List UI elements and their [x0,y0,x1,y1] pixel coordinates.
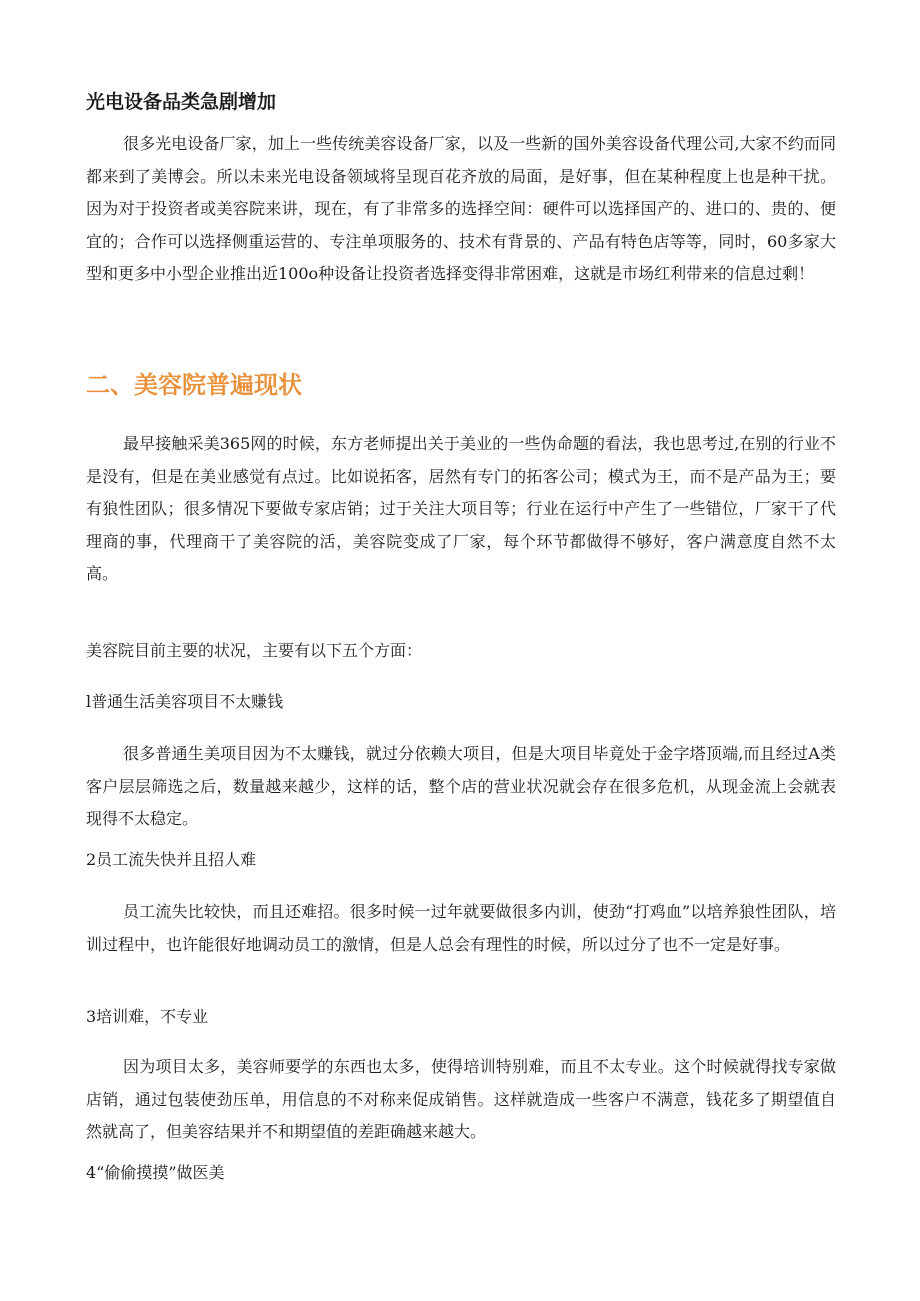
section-title: 二、美容院普遍现状 [86,371,302,399]
point-2-body: 员工流失比较快，而且还难招。很多时候一过年就要做很多内训，使劲“打鸡血”以培养狼性团队，培训过程中，也许能很好地调动员工的激情，但是人总会有理性的时候，所以过分了也不一定是好事。 [86,902,836,954]
point-3-body: 因为项目太多，美容师要学的东西也太多，使得培训特别难，而且不太专业。这个时候就得找专家做店销，通过包装使劲压单，用信息的不对称来促成销售。这样就造成一些客户不满意，钱花多了期望值自然就高了，但美容结果并不和期望值的差距确越来越大。 [86,1057,836,1141]
paragraph-industry-status: 最早接触采美365网的时候，东方老师提出关于美业的一些伪命题的看法，我也思考过,在别的行业不是没有，但是在美业感觉有点过。比如说拓客，居然有专门的拓客公司；模式为王，而不是产品为王；要有狼性团队；很多情况下要做专家店销；过于关注大项目等；行业在运行中产生了一些错位，厂家干了代理商的事，代理商干了美容院的活，美容院变成了厂家，每个环节都做得不够好，客户满意度自然不太高。 [86,434,836,583]
point-1-title: l普通生活美容项目不太赚钱 [86,692,284,711]
paragraph-optical-devices: 很多光电设备厂家，加上一些传统美容设备厂家，以及一些新的国外美容设备代理公司,大家不约而同都来到了美博会。所以未来光电设备领域将呈现百花齐放的局面，是好事，但在某种程度上也是种干扰。因为对于投资者或美容院来讲，现在，有了非常多的选择空间：硬件可以选择国产的、进口的、贵的、便宜的；合作可以选择侧重运营的、专注单项服务的、技术有背景的、产品有特色店等等，同时，60多家大型和更多中小型企业推出近100o种设备让投资者选择变得非常困难，这就是市场红利带来的信息过剩！ [86,134,836,283]
point-1-body: 很多普通生美项目因为不太赚钱，就过分依赖大项目，但是大项目毕竟处于金字塔顶端,而且经过A类客户层层筛选之后，数量越来越少，这样的话，整个店的营业状况就会存在很多危机，从现金流上会就表现得不太稳定。 [86,744,836,828]
paragraph-five-aspects-intro: 美容院目前主要的状况，主要有以下五个方面： [86,641,423,660]
subheading-optical-devices: 光电设备品类急剧增加 [86,91,277,113]
point-4-title: 4“偷偷摸摸”做医美 [86,1163,225,1182]
point-3-title: 3培训难，不专业 [86,1007,209,1026]
point-2-title: 2员工流失快并且招人难 [86,850,257,869]
